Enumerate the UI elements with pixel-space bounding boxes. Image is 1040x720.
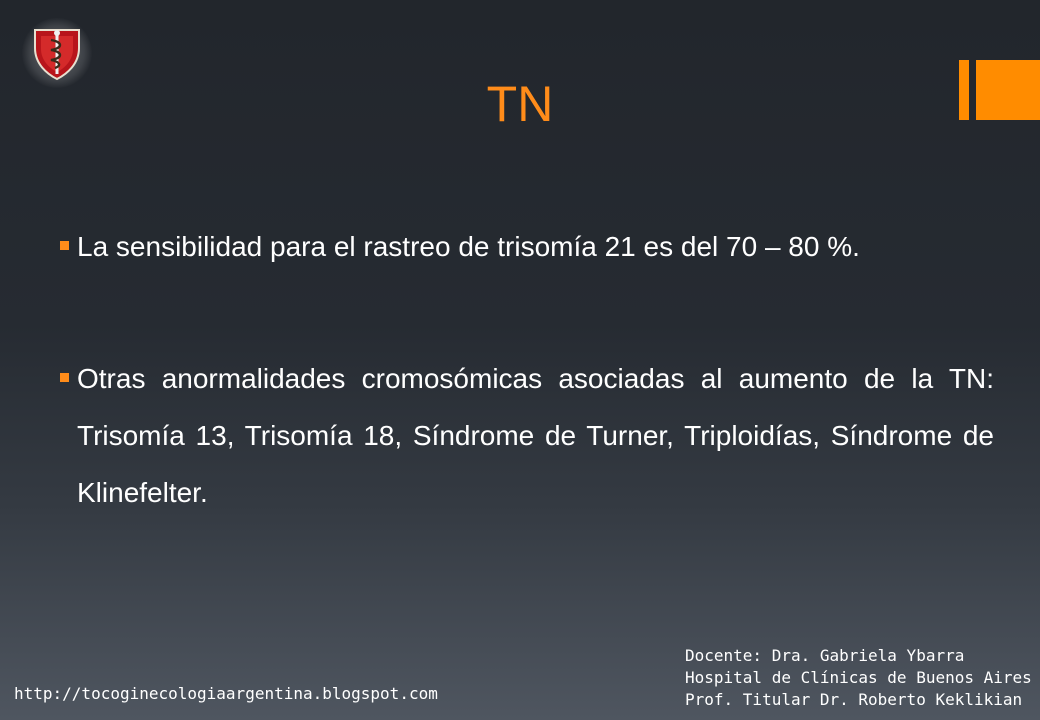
square-bullet-icon [60, 373, 69, 382]
bullet-text: La sensibilidad para el rastreo de trisomía 21 es del 70 – 80 %. [77, 231, 860, 262]
accent-bar-thin [959, 60, 969, 120]
slide-title: TN [486, 76, 554, 132]
bullet-item [60, 350, 994, 521]
bullet-item [60, 218, 994, 275]
credit-hospital: Hospital de Clínicas de Buenos Aires [685, 668, 1032, 687]
credit-teacher: Docente: Dra. Gabriela Ybarra [685, 646, 965, 665]
bullet-text: Otras anormalidades cromosómicas asociadas al aumento de la TN: Trisomía 13, Trisomía 18, Síndrome de Turner, Triploidías, Síndrome de Klinefelter. [77, 363, 994, 508]
square-bullet-icon [60, 241, 69, 250]
credits-block [685, 645, 1032, 711]
blog-url: http://tocoginecologiaargentina.blogspot.com [14, 684, 438, 703]
accent-bar-thick [976, 60, 1040, 120]
credit-professor: Prof. Titular Dr. Roberto Keklikian [685, 690, 1023, 709]
